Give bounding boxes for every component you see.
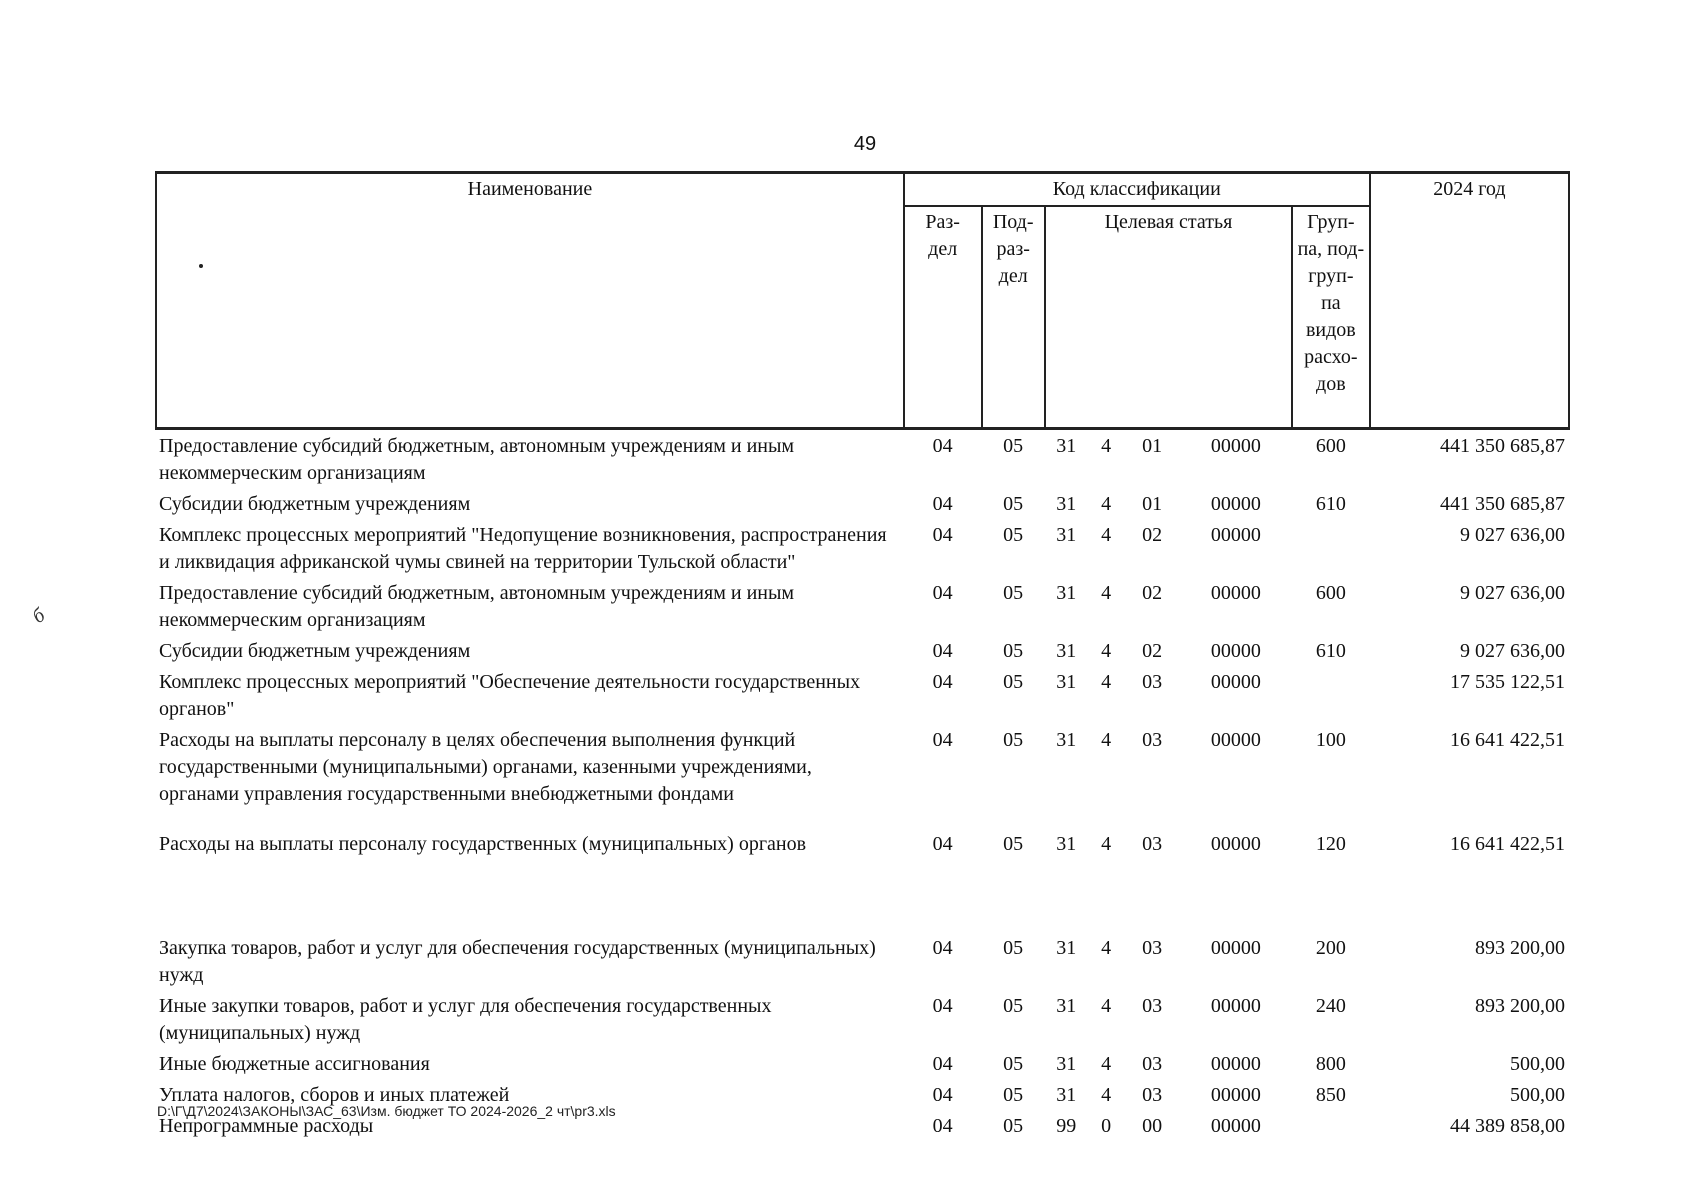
cell-c4: 00000 [1210, 995, 1261, 1017]
cell-amount: 500,00 [1510, 1084, 1565, 1106]
cell-c4: 00000 [1210, 493, 1261, 515]
cell-c3: 02 [1142, 524, 1163, 546]
cell-c3: 03 [1142, 833, 1163, 855]
cell-c4: 00000 [1210, 729, 1261, 751]
cell-group: 120 [1315, 833, 1346, 855]
cell-group: 610 [1315, 640, 1346, 662]
cell-podrazdel: 05 [1003, 1115, 1024, 1137]
cell-podrazdel: 05 [1003, 729, 1024, 751]
cell-group: 600 [1315, 582, 1346, 604]
cell-name: Субсидии бюджетным учреждениям [159, 493, 471, 515]
cell-c4: 00000 [1210, 1115, 1261, 1137]
cell-c2: 4 [1101, 937, 1112, 959]
cell-razdel: 04 [932, 582, 953, 604]
cell-razdel: 04 [932, 729, 953, 751]
cell-podrazdel: 05 [1003, 671, 1024, 693]
cell-c1: 31 [1056, 729, 1077, 751]
cell-razdel: 04 [932, 435, 953, 457]
cell-name: Непрограммные расходы [159, 1115, 374, 1137]
cell-razdel: 04 [932, 1053, 953, 1075]
cell-c4: 00000 [1210, 1053, 1261, 1075]
footer-file-path: D:\Г\Д7\2024\ЗАКОНЫ\ЗАС_63\Изм. бюджет ТО 2024-2026_2 чт\pr3.xls [157, 1103, 616, 1119]
cell-name: Расходы на выплаты персоналу государственных (муниципальных) органов [159, 833, 807, 855]
header-gruppa: Груп- па, под- груп- па видов расхо- дов [1292, 206, 1370, 429]
header-kod-klassifikacii: Код классификации [904, 173, 1370, 207]
cell-razdel: 04 [932, 640, 953, 662]
cell-c4: 00000 [1210, 524, 1261, 546]
header-celevaya-statya: Целевая статья [1045, 206, 1292, 429]
header-podrazdel: Под- раз- дел [982, 206, 1045, 429]
cell-c2: 4 [1101, 1084, 1112, 1106]
page-number: 49 [853, 133, 877, 155]
table-row [156, 635, 1569, 666]
cell-amount: 893 200,00 [1475, 995, 1565, 1017]
cell-c3: 03 [1142, 729, 1163, 751]
cell-c1: 31 [1056, 640, 1077, 662]
cell-razdel: 04 [932, 995, 953, 1017]
cell-name: Расходы на выплаты персоналу в целях обеспечения выполнения функций государственными (муниципальными) органами, казенными учреждениями, органами управления государственными внебюджетными фондами [159, 729, 812, 805]
table-row [156, 577, 1569, 635]
cell-c1: 31 [1056, 833, 1077, 855]
cell-amount: 16 641 422,51 [1450, 833, 1565, 855]
cell-name: Субсидии бюджетным учреждениям [159, 640, 471, 662]
cell-c1: 31 [1056, 995, 1077, 1017]
cell-c2: 4 [1101, 435, 1112, 457]
cell-razdel: 04 [932, 671, 953, 693]
cell-c4: 00000 [1210, 833, 1261, 855]
cell-razdel: 04 [932, 833, 953, 855]
table-row [156, 488, 1569, 519]
table-row [156, 828, 1569, 932]
cell-name: Иные закупки товаров, работ и услуг для обеспечения государственных (муниципальных) нужд [159, 995, 772, 1044]
table-row [156, 932, 1569, 990]
cell-podrazdel: 05 [1003, 640, 1024, 662]
budget-table [155, 171, 1570, 1141]
cell-amount: 441 350 685,87 [1440, 435, 1565, 457]
cell-c2: 4 [1101, 640, 1112, 662]
cell-c3: 00 [1142, 1115, 1163, 1137]
cell-name: Иные бюджетные ассигнования [159, 1053, 430, 1075]
cell-c3: 03 [1142, 995, 1163, 1017]
cell-c3: 02 [1142, 582, 1163, 604]
cell-c2: 4 [1101, 582, 1112, 604]
cell-group: 200 [1315, 937, 1346, 959]
cell-name: Закупка товаров, работ и услуг для обеспечения государственных (муниципальных) нужд [159, 937, 876, 986]
table-row [156, 666, 1569, 724]
cell-razdel: 04 [932, 1084, 953, 1106]
cell-c3: 03 [1142, 671, 1163, 693]
table-row [156, 519, 1569, 577]
cell-c3: 01 [1142, 493, 1163, 515]
cell-name: Комплекс процессных мероприятий "Обеспечение деятельности государственных органов" [159, 671, 861, 720]
cell-c3: 03 [1142, 1084, 1163, 1106]
cell-c1: 31 [1056, 524, 1077, 546]
cell-c4: 00000 [1210, 435, 1261, 457]
header-name: Наименование [156, 173, 904, 429]
cell-c2: 4 [1101, 1053, 1112, 1075]
margin-handwritten-mark: б [28, 604, 50, 628]
cell-podrazdel: 05 [1003, 937, 1024, 959]
cell-podrazdel: 05 [1003, 493, 1024, 515]
cell-c1: 31 [1056, 582, 1077, 604]
table-row [156, 990, 1569, 1048]
cell-podrazdel: 05 [1003, 1084, 1024, 1106]
cell-group [1292, 1110, 1370, 1141]
cell-c4: 00000 [1210, 582, 1261, 604]
cell-podrazdel: 05 [1003, 833, 1024, 855]
cell-group: 100 [1315, 729, 1346, 751]
cell-c1: 31 [1056, 671, 1077, 693]
cell-c4: 00000 [1210, 640, 1261, 662]
cell-name: Предоставление субсидий бюджетным, автономным учреждениям и иным некоммерческим организациям [159, 435, 795, 484]
cell-name: Комплекс процессных мероприятий "Недопущение возникновения, распространения и ликвидация африканской чумы свиней на территории Тульской области" [159, 524, 887, 573]
cell-podrazdel: 05 [1003, 435, 1024, 457]
cell-group: 610 [1315, 493, 1346, 515]
cell-group [1292, 666, 1370, 724]
cell-c4: 00000 [1210, 1084, 1261, 1106]
cell-c3: 03 [1142, 1053, 1163, 1075]
cell-c2: 0 [1101, 1115, 1112, 1137]
cell-c3: 02 [1142, 640, 1163, 662]
cell-group: 850 [1315, 1084, 1346, 1106]
cell-c3: 03 [1142, 937, 1163, 959]
cell-amount: 17 535 122,51 [1450, 671, 1565, 693]
table-row [156, 724, 1569, 828]
cell-c2: 4 [1101, 833, 1112, 855]
cell-amount: 9 027 636,00 [1460, 582, 1565, 604]
cell-name: Уплата налогов, сборов и иных платежей [159, 1084, 510, 1106]
cell-name: Предоставление субсидий бюджетным, автономным учреждениям и иным некоммерческим организациям [159, 582, 795, 631]
cell-razdel: 04 [932, 1115, 953, 1137]
table-row [156, 429, 1569, 489]
cell-amount: 9 027 636,00 [1460, 640, 1565, 662]
cell-c2: 4 [1101, 524, 1112, 546]
cell-amount: 500,00 [1510, 1053, 1565, 1075]
cell-podrazdel: 05 [1003, 524, 1024, 546]
cell-podrazdel: 05 [1003, 582, 1024, 604]
cell-c1: 31 [1056, 937, 1077, 959]
cell-c2: 4 [1101, 493, 1112, 515]
table-body [156, 429, 1569, 1142]
cell-c1: 31 [1056, 1053, 1077, 1075]
cell-amount: 16 641 422,51 [1450, 729, 1565, 751]
cell-c1: 31 [1056, 435, 1077, 457]
cell-amount: 44 389 858,00 [1450, 1115, 1565, 1137]
cell-razdel: 04 [932, 524, 953, 546]
cell-group: 600 [1315, 435, 1346, 457]
cell-c1: 31 [1056, 493, 1077, 515]
cell-group: 800 [1315, 1053, 1346, 1075]
cell-podrazdel: 05 [1003, 995, 1024, 1017]
cell-group [1292, 519, 1370, 577]
cell-group: 240 [1315, 995, 1346, 1017]
cell-amount: 441 350 685,87 [1440, 493, 1565, 515]
header-razdel: Раз- дел [904, 206, 982, 429]
header-year: 2024 год [1370, 173, 1569, 429]
table-row [156, 1048, 1569, 1079]
cell-c4: 00000 [1210, 937, 1261, 959]
cell-amount: 893 200,00 [1475, 937, 1565, 959]
cell-c1: 31 [1056, 1084, 1077, 1106]
cell-razdel: 04 [932, 937, 953, 959]
cell-c2: 4 [1101, 729, 1112, 751]
cell-c4: 00000 [1210, 671, 1261, 693]
cell-amount: 9 027 636,00 [1460, 524, 1565, 546]
cell-c2: 4 [1101, 995, 1112, 1017]
cell-razdel: 04 [932, 493, 953, 515]
cell-podrazdel: 05 [1003, 1053, 1024, 1075]
cell-c3: 01 [1142, 435, 1163, 457]
cell-c1: 99 [1056, 1115, 1077, 1137]
cell-c2: 4 [1101, 671, 1112, 693]
